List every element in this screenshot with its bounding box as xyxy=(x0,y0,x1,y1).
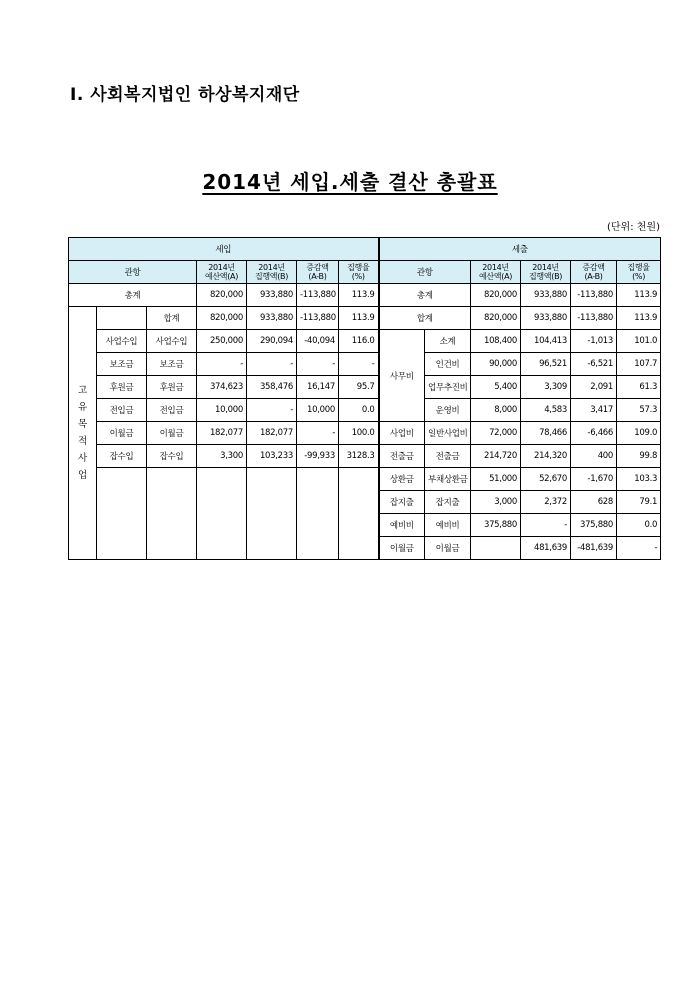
value-cell: 51,000 xyxy=(471,468,521,491)
budget-header xyxy=(471,261,521,284)
table-row xyxy=(69,422,661,445)
value-cell: 375,880 xyxy=(571,514,617,537)
diff-header xyxy=(571,261,617,284)
income-hang: 전입금 xyxy=(147,399,197,422)
header-line: 2014년 xyxy=(258,263,285,272)
value-cell: 250,000 xyxy=(197,330,247,353)
total-row xyxy=(69,284,661,307)
budget-header xyxy=(197,261,247,284)
value-cell: 375,880 xyxy=(471,514,521,537)
value-cell: 72,000 xyxy=(471,422,521,445)
rate-header xyxy=(339,261,379,284)
value-cell: 104,413 xyxy=(521,330,571,353)
income-gwan: 보조금 xyxy=(97,353,147,376)
category-char: 적 xyxy=(78,436,87,447)
value-cell: 214,720 xyxy=(471,445,521,468)
header-line: 집행율 xyxy=(627,263,650,272)
header-line: (%) xyxy=(351,272,365,281)
value-cell: 108,400 xyxy=(471,330,521,353)
value-cell: 78,466 xyxy=(521,422,571,445)
income-hang: 이월금 xyxy=(147,422,197,445)
document-title: 2014년 세입.세출 결산 총괄표 xyxy=(202,170,498,194)
income-hang: 잡수입 xyxy=(147,445,197,468)
expense-gwan: 예비비 xyxy=(379,514,425,537)
header-row xyxy=(69,261,661,284)
table-row xyxy=(69,399,661,422)
empty-cell xyxy=(97,468,147,560)
value-cell: -113,880 xyxy=(297,284,339,307)
expense-hang: 일반사업비 xyxy=(425,422,471,445)
income-gwan: 후원금 xyxy=(97,376,147,399)
value-cell: - xyxy=(297,422,339,445)
value-cell: 8,000 xyxy=(471,399,521,422)
value-cell: -1,670 xyxy=(571,468,617,491)
value-cell: 2,091 xyxy=(571,376,617,399)
category-char: 유 xyxy=(78,402,87,413)
subtotal-label: 합계 xyxy=(147,307,197,330)
unit-label: (단위: 천원) xyxy=(607,222,660,233)
category-char: 사 xyxy=(78,453,87,464)
value-cell: -40,094 xyxy=(297,330,339,353)
value-cell: 96,521 xyxy=(521,353,571,376)
value-cell: 481,639 xyxy=(521,537,571,560)
value-cell: 113.9 xyxy=(339,284,379,307)
value-cell: 820,000 xyxy=(471,284,521,307)
income-gwan: 이월금 xyxy=(97,422,147,445)
value-cell: 52,670 xyxy=(521,468,571,491)
value-cell: 10,000 xyxy=(197,399,247,422)
income-gwan: 전입금 xyxy=(97,399,147,422)
header-line: 예산액(A) xyxy=(204,272,239,281)
section-title: Ⅰ. 사회복지법인 하상복지재단 xyxy=(70,85,300,105)
value-cell: 3,300 xyxy=(197,445,247,468)
empty-cell xyxy=(339,468,379,560)
value-cell: 113.9 xyxy=(617,284,661,307)
category-char: 업 xyxy=(78,470,87,481)
value-cell: 374,623 xyxy=(197,376,247,399)
value-cell: -1,013 xyxy=(571,330,617,353)
empty-cell xyxy=(297,468,339,560)
table-row xyxy=(69,353,661,376)
value-cell: 16,147 xyxy=(297,376,339,399)
value-cell: 400 xyxy=(571,445,617,468)
value-cell: -99,933 xyxy=(297,445,339,468)
header-line: 2014년 xyxy=(532,263,559,272)
value-cell: 113.9 xyxy=(617,307,661,330)
empty-cell xyxy=(147,468,197,560)
gwanhang-header: 관항 xyxy=(69,261,197,284)
income-gwan: 잡수입 xyxy=(97,445,147,468)
value-cell: 113.9 xyxy=(339,307,379,330)
value-cell: 820,000 xyxy=(197,307,247,330)
value-cell: -113,880 xyxy=(571,307,617,330)
expense-gwan: 이월금 xyxy=(379,537,425,560)
header-line: 2014년 xyxy=(208,263,235,272)
expense-hang: 이월금 xyxy=(425,537,471,560)
value-cell: - xyxy=(247,399,297,422)
header-line: (%) xyxy=(632,272,646,281)
value-cell: 10,000 xyxy=(297,399,339,422)
value-cell: - xyxy=(197,353,247,376)
value-cell: - xyxy=(617,537,661,560)
value-cell: 820,000 xyxy=(471,307,521,330)
expense-hang: 전출금 xyxy=(425,445,471,468)
expense-hang: 잡지출 xyxy=(425,491,471,514)
value-cell: 107.7 xyxy=(617,353,661,376)
expense-header: 세출 xyxy=(379,238,661,261)
rate-header xyxy=(617,261,661,284)
value-cell: 182,077 xyxy=(247,422,297,445)
value-cell: 109.0 xyxy=(617,422,661,445)
value-cell: -113,880 xyxy=(571,284,617,307)
header-line: 2014년 xyxy=(482,263,509,272)
income-hang: 후원금 xyxy=(147,376,197,399)
value-cell: -113,880 xyxy=(297,307,339,330)
expense-gwan: 사무비 xyxy=(379,330,425,422)
exec-header xyxy=(521,261,571,284)
value-cell: 0.0 xyxy=(617,514,661,537)
category-char: 목 xyxy=(78,419,87,430)
value-cell: 99.8 xyxy=(617,445,661,468)
value-cell: 101.0 xyxy=(617,330,661,353)
value-cell: - xyxy=(339,353,379,376)
table-row xyxy=(69,376,661,399)
header-line: 예산액(A) xyxy=(478,272,513,281)
expense-gwan: 전출금 xyxy=(379,445,425,468)
header-row xyxy=(69,238,661,261)
income-gwan: 사업수입 xyxy=(97,330,147,353)
value-cell: 61.3 xyxy=(617,376,661,399)
expense-hang: 부채상환금 xyxy=(425,468,471,491)
expense-gwan: 상환금 xyxy=(379,468,425,491)
settlement-table xyxy=(68,237,661,560)
value-cell: 290,094 xyxy=(247,330,297,353)
value-cell: 3,417 xyxy=(571,399,617,422)
header-line: 증감액 xyxy=(582,263,605,272)
income-hang: 보조금 xyxy=(147,353,197,376)
category-char: 고 xyxy=(78,385,87,396)
value-cell: 90,000 xyxy=(471,353,521,376)
table-row xyxy=(69,330,661,353)
exec-header xyxy=(247,261,297,284)
expense-hang: 운영비 xyxy=(425,399,471,422)
value-cell xyxy=(471,537,521,560)
empty-cell xyxy=(97,307,147,330)
value-cell: 214,320 xyxy=(521,445,571,468)
empty-cell xyxy=(247,468,297,560)
header-line: 집행액(B) xyxy=(528,272,563,281)
income-header: 세입 xyxy=(69,238,379,261)
total-label: 총계 xyxy=(379,284,471,307)
value-cell: 116.0 xyxy=(339,330,379,353)
empty-cell xyxy=(197,468,247,560)
value-cell: - xyxy=(297,353,339,376)
value-cell: 628 xyxy=(571,491,617,514)
table-row xyxy=(69,468,661,491)
value-cell: 933,880 xyxy=(247,307,297,330)
expense-hang: 인건비 xyxy=(425,353,471,376)
value-cell: 933,880 xyxy=(521,307,571,330)
value-cell: 933,880 xyxy=(521,284,571,307)
header-line: 증감액 xyxy=(306,263,329,272)
value-cell: 820,000 xyxy=(197,284,247,307)
header-line: 집행율 xyxy=(347,263,370,272)
subtotal-label: 합계 xyxy=(379,307,471,330)
expense-hang: 업무추진비 xyxy=(425,376,471,399)
header-line: (A-B) xyxy=(584,272,603,281)
value-cell: 57.3 xyxy=(617,399,661,422)
value-cell: 79.1 xyxy=(617,491,661,514)
subtotal-row xyxy=(69,307,661,330)
category-label xyxy=(69,307,97,560)
value-cell: - xyxy=(247,353,297,376)
value-cell: -481,639 xyxy=(571,537,617,560)
expense-hang: 소계 xyxy=(425,330,471,353)
header-line: (A-B) xyxy=(308,272,327,281)
value-cell: 3,309 xyxy=(521,376,571,399)
gwanhang-header: 관항 xyxy=(379,261,471,284)
value-cell: -6,466 xyxy=(571,422,617,445)
value-cell: 2,372 xyxy=(521,491,571,514)
value-cell: 358,476 xyxy=(247,376,297,399)
total-label: 총계 xyxy=(69,284,197,307)
income-hang: 사업수입 xyxy=(147,330,197,353)
value-cell: 182,077 xyxy=(197,422,247,445)
value-cell: -6,521 xyxy=(571,353,617,376)
expense-gwan: 잡지출 xyxy=(379,491,425,514)
header-line: 집행액(B) xyxy=(254,272,289,281)
table-row xyxy=(69,445,661,468)
value-cell: 103,233 xyxy=(247,445,297,468)
value-cell: 3128.3 xyxy=(339,445,379,468)
value-cell: - xyxy=(521,514,571,537)
diff-header xyxy=(297,261,339,284)
value-cell: 0.0 xyxy=(339,399,379,422)
expense-gwan: 사업비 xyxy=(379,422,425,445)
value-cell: 933,880 xyxy=(247,284,297,307)
expense-hang: 예비비 xyxy=(425,514,471,537)
value-cell: 4,583 xyxy=(521,399,571,422)
value-cell: 5,400 xyxy=(471,376,521,399)
value-cell: 95.7 xyxy=(339,376,379,399)
value-cell: 3,000 xyxy=(471,491,521,514)
value-cell: 103.3 xyxy=(617,468,661,491)
value-cell: 100.0 xyxy=(339,422,379,445)
